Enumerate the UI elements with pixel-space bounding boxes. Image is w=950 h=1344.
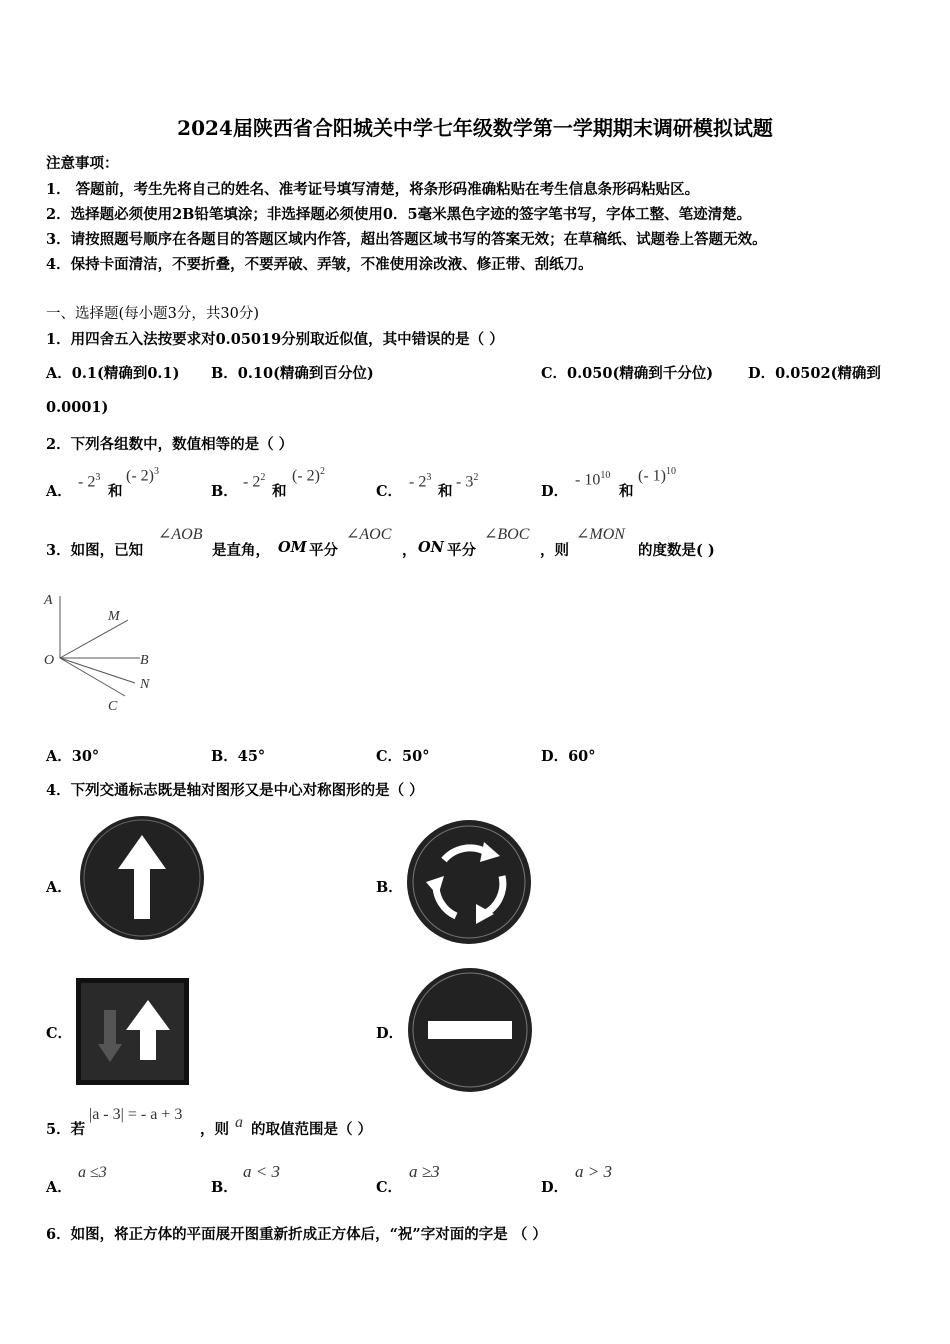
q3-option-b: B．45° (211, 748, 266, 765)
fig-label-n: N (140, 677, 150, 692)
q3-stem-part2: 是直角， (212, 542, 270, 559)
q4-stem: 4．下列交通标志既是轴对图形又是中心对称图形的是（ ） (46, 782, 424, 799)
q3-angle-aoc: ∠AOC (346, 526, 392, 543)
fig-label-a: A (44, 593, 53, 608)
q3-stem-part5: 平分 (447, 542, 476, 559)
fig-label-m: M (108, 609, 120, 624)
q5-option-d-label: D． (541, 1179, 569, 1196)
q2-option-a-right: (- 2)$^3$ (126, 466, 159, 485)
q2-option-d-label: D． (541, 483, 569, 500)
q2-option-a-left: - $2^3$ (78, 472, 101, 491)
q4-option-a-label: A． (46, 879, 72, 896)
q5-stem-part1: 5．若 (46, 1121, 86, 1138)
q6-stem: 6．如图，将正方体的平面展开图重新折成正方体后，“祝”字对面的字是 （ ） (46, 1226, 547, 1243)
q3-om: OM (278, 539, 307, 556)
q5-stem-part3: 的取值范围是（ ） (251, 1121, 373, 1138)
q4-option-c-label: C． (46, 1025, 73, 1042)
page-title: 2024届陕西省合阳城关中学七年级数学第一学期期末调研模拟试题 (177, 116, 773, 140)
q2-option-a-label: A． (46, 483, 72, 500)
q3-stem-part6: ，则 (540, 542, 569, 559)
q5-option-b-expr: a < 3 (243, 1162, 280, 1181)
q3-option-d: D．60° (541, 748, 596, 765)
q1-option-d: D．0.0502(精确到 (748, 365, 881, 382)
q2-option-d-right: (- 1)$^{10}$ (638, 466, 676, 485)
q3-stem-part3: 平分 (309, 542, 338, 559)
q2-option-b-right: (- 2)$^2$ (292, 466, 325, 485)
q4-option-d-label: D． (376, 1025, 404, 1042)
roundabout-sign-icon (404, 818, 534, 946)
fig-label-b: B (140, 653, 149, 668)
q3-angle-mon: ∠MON (576, 526, 625, 543)
q2-option-b-left: - $2^2$ (243, 472, 266, 491)
fig-label-c: C (108, 699, 118, 714)
q2-option-d-and: 和 (619, 483, 634, 500)
q2-option-a-and: 和 (108, 483, 123, 500)
q2-stem: 2．下列各组数中，数值相等的是（ ） (46, 436, 294, 453)
q3-angle-aob: ∠AOB (158, 526, 203, 543)
q3-option-c: C．50° (376, 748, 430, 765)
no-entry-sign-icon (406, 966, 534, 1094)
ray-om (60, 620, 128, 658)
q3-stem-part1: 3．如图，已知 (46, 542, 144, 559)
q2-option-b-and: 和 (272, 483, 287, 500)
q1-stem: 1．用四舍五入法按要求对0.05019分别取近似值，其中错误的是（ ） (46, 331, 504, 348)
notice-item-3: 3．请按照题号顺序在各题目的答题区域内作答，超出答题区域书写的答案无效；在草稿纸、试题卷上答题无效。 (46, 231, 767, 248)
q4-option-b-label: B． (376, 879, 403, 896)
q5-var: a (235, 1114, 243, 1131)
ray-on (60, 658, 135, 683)
q5-option-b-label: B． (211, 1179, 238, 1196)
q2-option-c-and: 和 (438, 483, 453, 500)
q5-stem-part2: ，则 (200, 1121, 229, 1138)
q3-stem-part7: 的度数是( ) (638, 542, 715, 559)
fig-label-o: O (44, 653, 55, 668)
q2-option-c-right: - $3^2$ (456, 472, 479, 491)
one-way-square-sign-icon (76, 978, 189, 1085)
ray-oc (60, 658, 125, 696)
q5-option-c-label: C． (376, 1179, 403, 1196)
section-heading: 一、选择题(每小题3分，共30分) (46, 306, 259, 322)
q3-angle-figure (40, 588, 170, 718)
q3-stem-part4: ， (402, 542, 417, 559)
q2-option-c-label: C． (376, 483, 403, 500)
q5-option-c-expr: a ≥3 (409, 1162, 440, 1181)
q2-option-c-left: - $2^3$ (409, 472, 432, 491)
q5-equation: |a - 3| = - a + 3 (89, 1106, 183, 1123)
q1-option-b: B．0.10(精确到百分位) (211, 365, 374, 382)
q1-option-a: A．0.1(精确到0.1) (46, 365, 180, 382)
q2-option-d-left: - $10^{10}$ (575, 470, 611, 489)
notice-heading: 注意事项： (46, 155, 119, 172)
q1-option-c: C．0.050(精确到千分位) (541, 365, 714, 382)
q1-option-d-cont: 0.0001) (46, 399, 109, 416)
straight-ahead-sign-icon (76, 813, 208, 943)
notice-item-1: 1． 答题前，考生先将自己的姓名、准考证号填写清楚，将条形码准确粘贴在考生信息条形码粘贴区。 (46, 181, 700, 198)
q3-option-a: A．30° (46, 748, 100, 765)
notice-item-4: 4．保持卡面清洁，不要折叠，不要弄破、弄皱，不准使用涂改液、修正带、刮纸刀。 (46, 256, 593, 273)
notice-item-2: 2．选择题必须使用2B铅笔填涂；非选择题必须使用0．5毫米黑色字迹的签字笔书写，字体工整、笔迹清楚。 (46, 206, 752, 223)
q3-angle-boc: ∠BOC (484, 526, 530, 543)
q5-option-a-expr: a ≤3 (78, 1164, 107, 1181)
q5-option-d-expr: a > 3 (575, 1162, 612, 1181)
q2-option-b-label: B． (211, 483, 238, 500)
q3-on: ON (418, 539, 444, 556)
q5-option-a-label: A． (46, 1179, 72, 1196)
